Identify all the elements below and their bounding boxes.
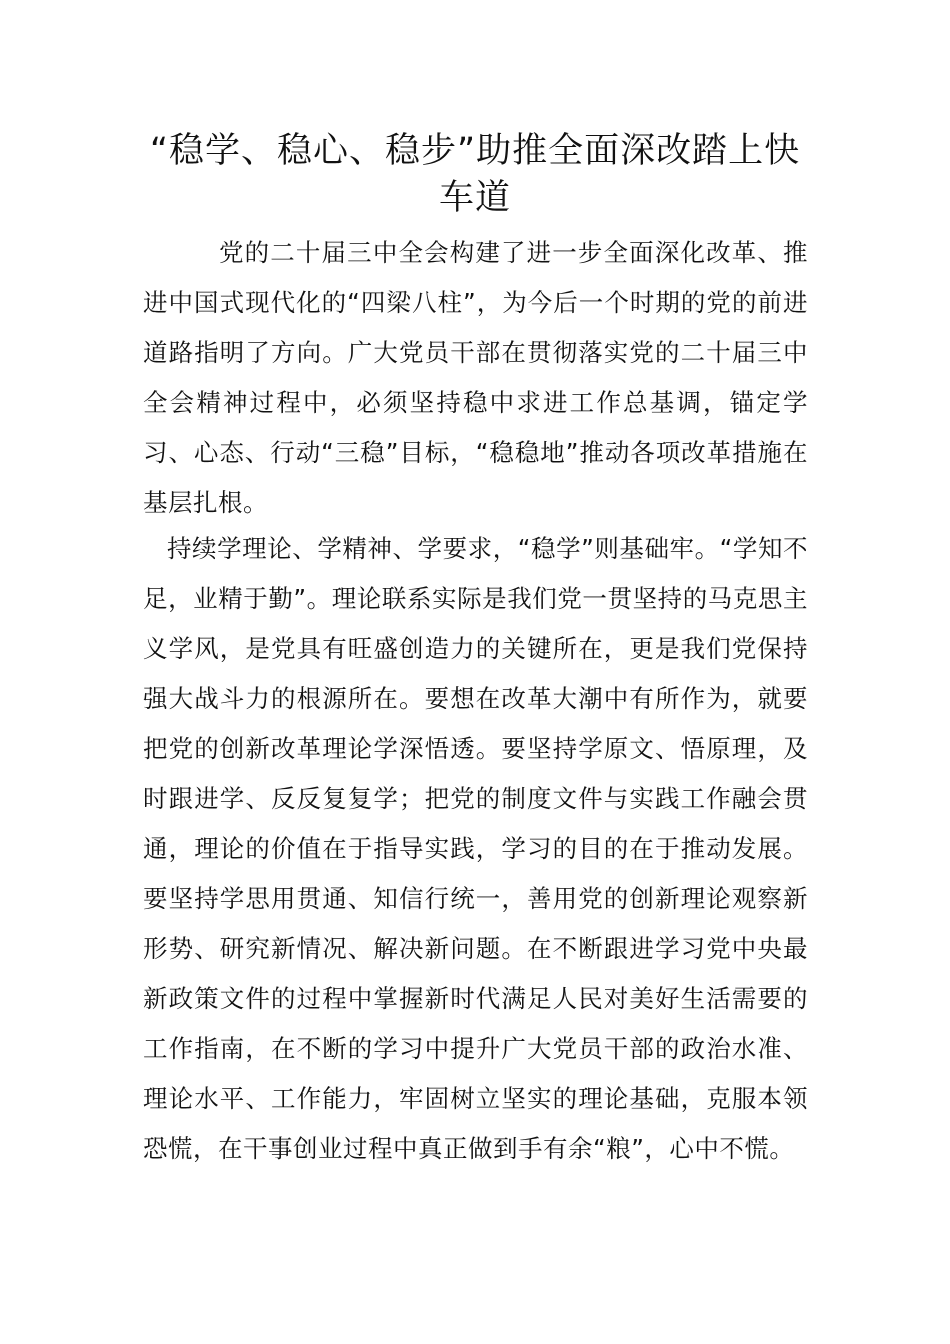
paragraph-1: 党的二十届三中全会构建了进一步全面深化改革、推进中国式现代化的“四梁八柱”，为今后一个时期的党的前进道路指明了方向。广大党员干部在贯彻落实党的二十届三中全会精神过程中，必须坚持稳中求进工作总基调，锚定学习、心态、行动“三稳”目标，“稳稳地”推动各项改革措施在基层扎根。 bbox=[143, 238, 808, 517]
paragraph-2: 持续学理论、学精神、学要求，“稳学”则基础牢。“学知不足，业精于勤”。理论联系实际是我们党一贯坚持的马克思主义学风，是党具有旺盛创造力的关键所在，更是我们党保持强大战斗力的根源所在。要想在改革大潮中有所作为，就要把党的创新改革理论学深悟透。要坚持学原文、悟原理，及时跟进学、反反复复学；把党的制度文件与实践工作融会贯通，理论的价值在于指导实践，学习的目的在于推动发展。要坚持学思用贯通、知信行统一，善用党的创新理论观察新形势、研究新情况、解决新问题。在不断跟进学习党中央最新政策文件的过程中掌握新时代满足人民对美好生活需要的工作指南，在不断的学习中提升广大党员干部的政治水准、理论水平、工作能力，牢固树立坚实的理论基础，克服本领恐慌，在干事创业过程中真正做到手有余“粮”，心中不慌。 bbox=[143, 534, 808, 1163]
document-title: “稳学、稳心、稳步”助推全面深改踏上快车道 bbox=[149, 131, 801, 218]
